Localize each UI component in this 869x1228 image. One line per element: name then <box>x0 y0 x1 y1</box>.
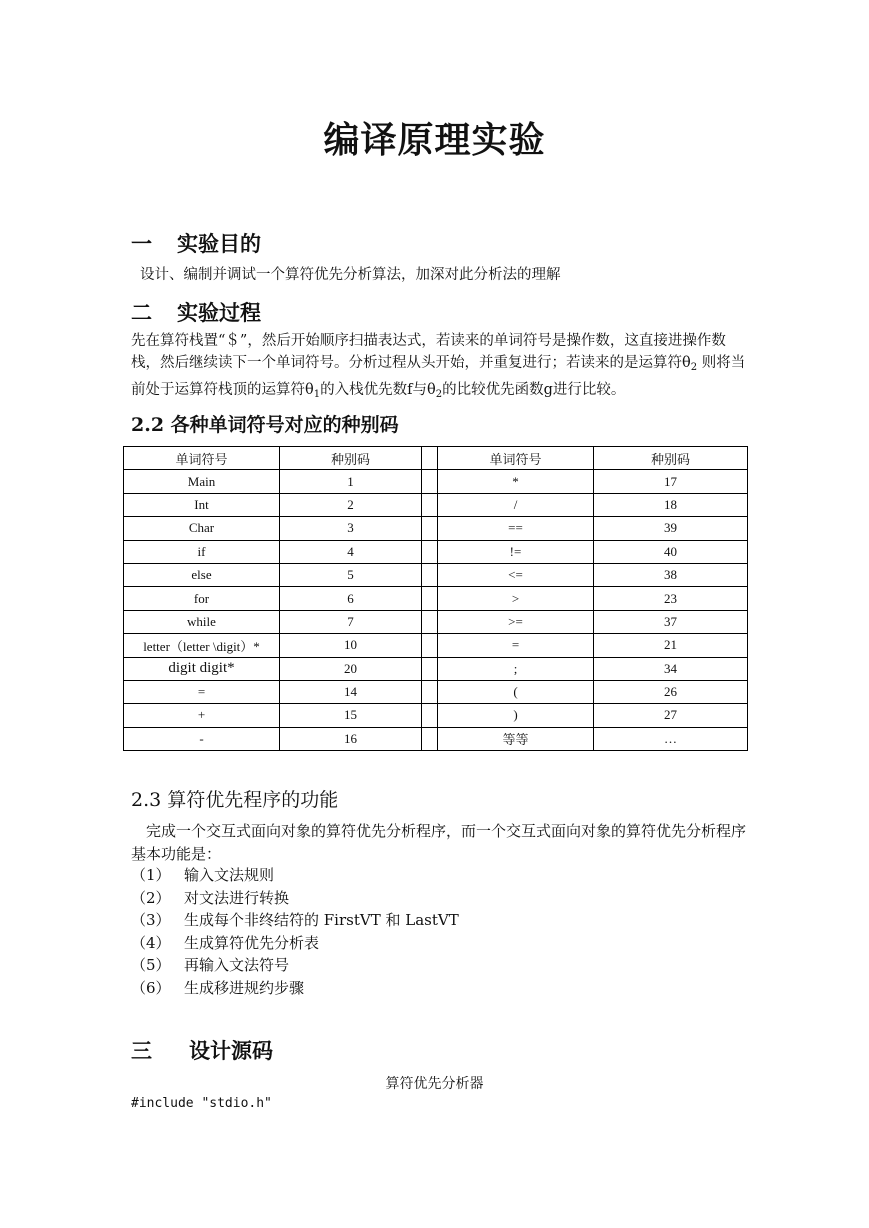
section-3-title: 设计源码 <box>189 1038 273 1063</box>
token-code-table <box>123 446 748 751</box>
table-cell: 种别码 <box>594 447 748 470</box>
table-cell: > <box>438 587 594 610</box>
table-cell: 20 <box>280 657 422 680</box>
list-index: （3） <box>131 911 171 930</box>
list-index: （4） <box>131 933 171 952</box>
table-cell: 5 <box>280 563 422 586</box>
table-cell: 21 <box>594 634 748 657</box>
list-item <box>131 864 459 887</box>
table-cell: Int <box>124 493 280 516</box>
section-2-3-heading: 2.3 算符优先程序的功能 <box>131 789 339 811</box>
list-text: 输入文法规则 <box>184 866 275 884</box>
table-cell: != <box>438 540 594 563</box>
subscript-2b: 2 <box>435 389 443 400</box>
list-item <box>131 887 459 910</box>
table-row <box>124 610 748 633</box>
table-cell: == <box>438 517 594 540</box>
section-1-text: 设计、编制并调试一个算符优先分析算法，加深对此分析法的理解 <box>140 267 561 283</box>
table-cell: 等等 <box>438 727 594 750</box>
paragraph-part-1: 先在算符栈置“＄”，然后开始顺序扫描表达式，若读来的单词符号是操作数，这直接进操作数栈，然后继续读下一个单词符号。分析过程从头开始，并重复进行；若读来的是运算符θ <box>131 333 726 371</box>
table-cell: 单词符号 <box>438 447 594 470</box>
table-cell: / <box>438 493 594 516</box>
table-cell: 种别码 <box>280 447 422 470</box>
table-cell: 27 <box>594 704 748 727</box>
table-spacer-cell <box>422 493 438 516</box>
code-line: #include "stdio.h" <box>131 1096 272 1111</box>
table-spacer-cell <box>422 470 438 493</box>
table-cell: Char <box>124 517 280 540</box>
table-row <box>124 587 748 610</box>
table-spacer-cell <box>422 634 438 657</box>
table-cell: 16 <box>280 727 422 750</box>
section-1-title: 实验目的 <box>177 231 261 256</box>
table-cell: 17 <box>594 470 748 493</box>
section-3-number: 三 <box>131 1038 152 1063</box>
table-cell: ( <box>438 680 594 703</box>
token-code-table-body <box>124 447 748 751</box>
table-cell: Main <box>124 470 280 493</box>
list-text: 生成每个非终结符的 FirstVT 和 LastVT <box>184 911 459 930</box>
table-cell: 18 <box>594 493 748 516</box>
table-cell: 3 <box>280 517 422 540</box>
table-cell: >= <box>438 610 594 633</box>
table-cell: 14 <box>280 680 422 703</box>
table-cell: + <box>124 704 280 727</box>
list-index: （1） <box>131 866 171 884</box>
paragraph-part-2: 则将当前处于运算符栈顶的运算符θ <box>131 355 746 398</box>
table-cell: 2 <box>280 493 422 516</box>
table-cell: 6 <box>280 587 422 610</box>
section-2-2-heading: 2.2 各种单词符号对应的种别码 <box>131 414 399 436</box>
paragraph-part-4: 的比较优先函数g进行比较。 <box>442 382 626 398</box>
table-spacer-cell <box>422 680 438 703</box>
table-row <box>124 704 748 727</box>
table-cell: <= <box>438 563 594 586</box>
table-spacer-cell <box>422 704 438 727</box>
list-item <box>131 909 459 932</box>
table-spacer-cell <box>422 517 438 540</box>
table-header-row <box>124 447 748 470</box>
section-2-number: 二 <box>131 300 152 325</box>
section-2-title: 实验过程 <box>177 300 261 325</box>
list-text: 生成移进规约步骤 <box>184 978 305 997</box>
table-spacer-cell <box>422 540 438 563</box>
table-cell: … <box>594 727 748 750</box>
table-spacer-cell <box>422 587 438 610</box>
table-cell: 7 <box>280 610 422 633</box>
section-3-heading <box>131 1035 273 1065</box>
list-index: （5） <box>131 956 171 975</box>
table-row <box>124 657 748 680</box>
section-2-3-intro: 完成一个交互式面向对象的算符优先分析程序，而一个交互式面向对象的算符优先分析程序基本功能是： <box>131 822 747 863</box>
table-spacer-cell <box>422 563 438 586</box>
table-spacer-cell <box>422 657 438 680</box>
list-item <box>131 932 459 955</box>
table-cell: ; <box>438 657 594 680</box>
table-cell: if <box>124 540 280 563</box>
table-cell: letter（letter \digit）* <box>124 634 280 657</box>
table-cell: while <box>124 610 280 633</box>
table-cell: = <box>124 680 280 703</box>
table-cell: 26 <box>594 680 748 703</box>
section-1-heading <box>131 228 261 258</box>
table-spacer-cell <box>422 727 438 750</box>
list-text: 再输入文法符号 <box>184 956 290 975</box>
table-cell: 37 <box>594 610 748 633</box>
list-item <box>131 954 459 977</box>
table-cell: ) <box>438 704 594 727</box>
table-row <box>124 493 748 516</box>
table-spacer-cell <box>422 447 438 470</box>
table-cell: 38 <box>594 563 748 586</box>
table-cell: - <box>124 727 280 750</box>
list-text: 生成算符优先分析表 <box>184 933 320 952</box>
table-spacer-cell <box>422 610 438 633</box>
table-cell: 15 <box>280 704 422 727</box>
table-row <box>124 563 748 586</box>
section-1-number: 一 <box>131 231 152 256</box>
subscript-1: 1 <box>313 389 321 400</box>
table-cell: 4 <box>280 540 422 563</box>
paragraph-part-3: 的入栈优先数f与θ <box>320 382 436 398</box>
list-item <box>131 977 459 1000</box>
table-cell: digit digit* <box>124 657 280 680</box>
table-row <box>124 470 748 493</box>
table-row <box>124 727 748 750</box>
list-index: （6） <box>131 978 171 997</box>
list-index: （2） <box>131 888 171 907</box>
table-cell: for <box>124 587 280 610</box>
table-row <box>124 517 748 540</box>
table-cell: 40 <box>594 540 748 563</box>
document-title: 编译原理实验 <box>323 119 546 161</box>
table-row <box>124 634 748 657</box>
table-cell: 单词符号 <box>124 447 280 470</box>
table-cell: else <box>124 563 280 586</box>
table-cell: 39 <box>594 517 748 540</box>
table-cell: = <box>438 634 594 657</box>
table-cell: * <box>438 470 594 493</box>
table-row <box>124 540 748 563</box>
table-cell: 34 <box>594 657 748 680</box>
section-2-paragraph <box>131 330 751 406</box>
code-caption: 算符优先分析器 <box>385 1076 484 1092</box>
list-text: 对文法进行转换 <box>184 888 290 907</box>
function-list <box>131 864 459 1000</box>
table-row <box>124 680 748 703</box>
table-cell: 10 <box>280 634 422 657</box>
table-cell: 1 <box>280 470 422 493</box>
section-2-heading <box>131 297 261 327</box>
subscript-2: 2 <box>690 362 698 373</box>
table-cell: 23 <box>594 587 748 610</box>
